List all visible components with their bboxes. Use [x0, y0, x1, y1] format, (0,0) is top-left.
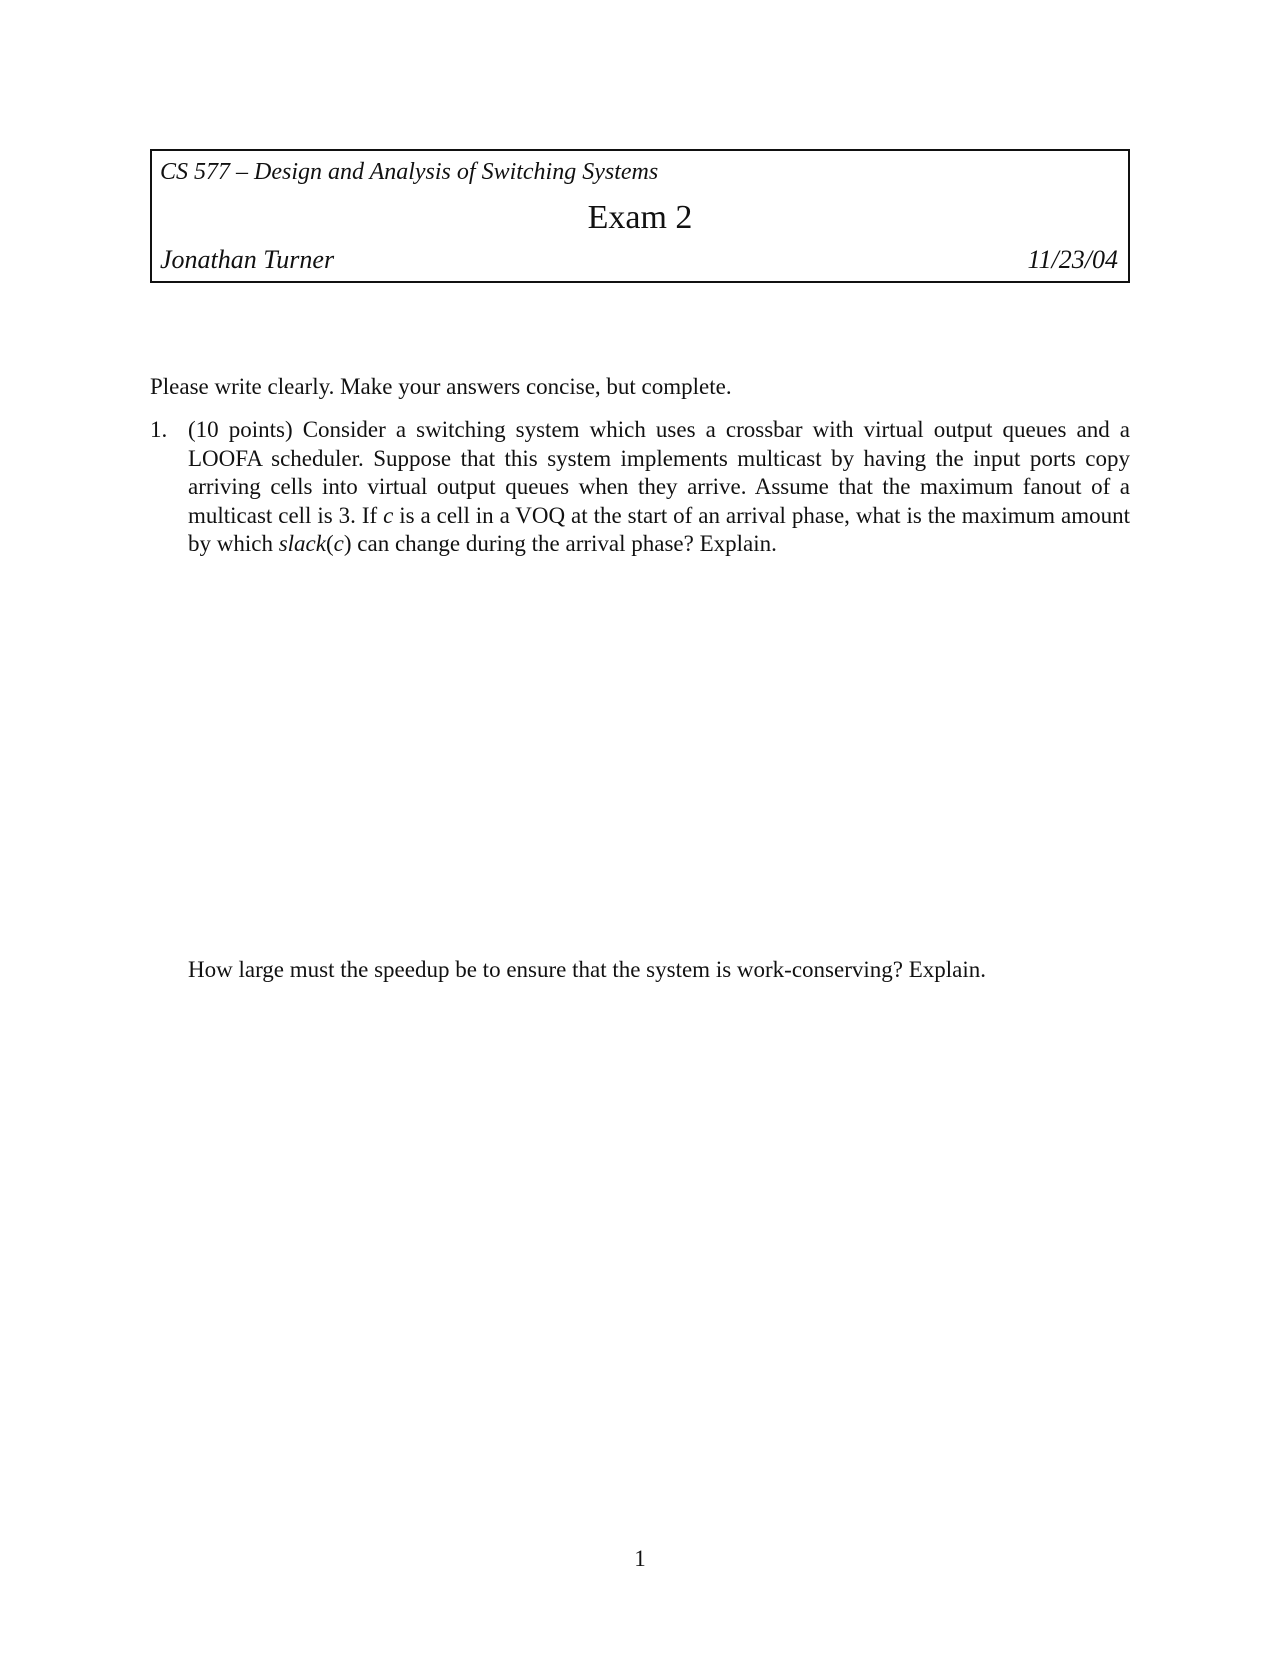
- author-name: Jonathan Turner: [160, 245, 335, 274]
- question-1-followup: How large must the speedup be to ensure that the system is work-conserving? Explain.: [188, 957, 987, 982]
- slack-argument: c: [333, 531, 344, 556]
- question-1: [150, 416, 1130, 559]
- exam-instructions: Please write clearly. Make your answers concise, but complete.: [150, 374, 732, 399]
- variable-c: c: [383, 502, 394, 528]
- slack-function: slack: [278, 531, 326, 556]
- exam-title: Exam 2: [587, 199, 693, 236]
- question-text-part1: (10 points) Consider a switching system which uses a crossbar with virtual output queues and a LOOFA scheduler. Suppose that this system implements multicast by having the input ports copy arriving cells into virtual output queues when they arrive. Assume that the maximum fanout of a multicast cell is 3. If: [188, 417, 1130, 528]
- question-text-part3: can change during the arrival phase? Explain.: [351, 531, 777, 556]
- page-number: 1: [634, 1546, 646, 1571]
- exam-header-box: [150, 149, 1130, 283]
- question-number: 1.: [150, 417, 168, 442]
- slack-paren-close: ): [343, 531, 352, 556]
- question-text-part2: is a cell in a VOQ at the start of an arrival phase, what is the maximum amount by which: [188, 502, 1130, 556]
- course-title: CS 577 – Design and Analysis of Switching Systems: [160, 159, 659, 185]
- slack-paren-open: (: [325, 531, 334, 556]
- exam-date: 11/23/04: [1027, 245, 1118, 274]
- question-text: [188, 416, 1130, 559]
